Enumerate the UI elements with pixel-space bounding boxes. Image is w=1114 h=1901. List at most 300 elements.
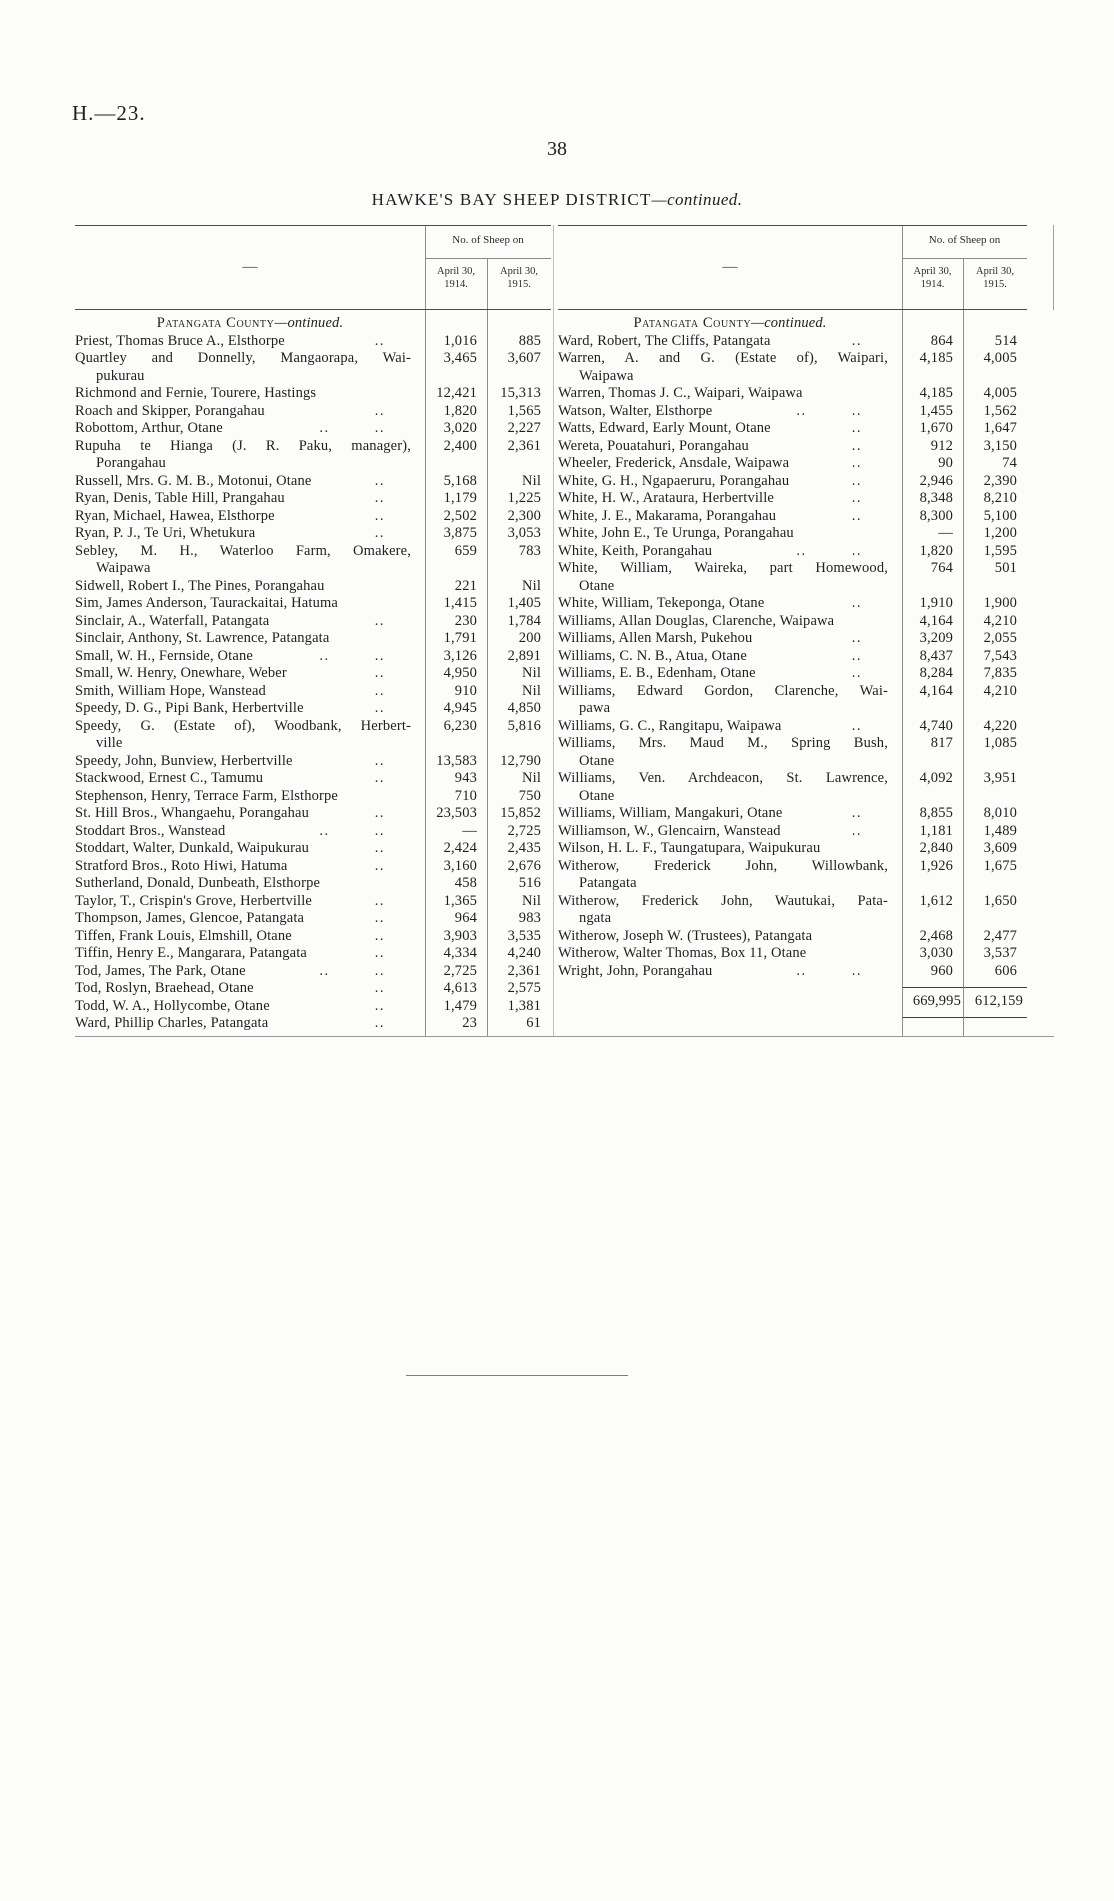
owner-name: White, Keith, Porangahau bbox=[558, 542, 713, 559]
count-1914: — bbox=[938, 525, 953, 541]
count-1914: 4,613 bbox=[443, 980, 477, 996]
table-row bbox=[75, 438, 551, 473]
count-1914: 1,365 bbox=[443, 892, 477, 909]
table-row bbox=[75, 473, 551, 491]
owner-name-line bbox=[75, 823, 411, 841]
count-1914: 764 bbox=[930, 560, 953, 576]
table-row bbox=[75, 928, 551, 946]
count-1915: 516 bbox=[518, 875, 541, 891]
count-1915: 1,085 bbox=[983, 735, 1017, 751]
owner-name-cell bbox=[75, 980, 425, 998]
count-1914: 4,092 bbox=[919, 770, 953, 786]
col-header-1915-line1: April 30, bbox=[500, 266, 538, 277]
owner-name: Ryan, Denis, Table Hill, Prangahau bbox=[75, 490, 285, 506]
count-1915: Nil bbox=[522, 472, 541, 489]
table-row bbox=[75, 910, 551, 928]
owner-name: Williams, Allen Marsh, Pukehou bbox=[558, 630, 753, 646]
owner-name-line bbox=[558, 490, 888, 508]
owner-name-cell bbox=[558, 543, 902, 561]
owner-name-cell bbox=[75, 595, 425, 613]
count-1915: 1,405 bbox=[507, 595, 541, 611]
owner-name-line bbox=[75, 333, 411, 351]
leader-dots: .. bbox=[851, 472, 862, 489]
owner-name-cell bbox=[558, 630, 902, 648]
owner-name-cell bbox=[75, 840, 425, 858]
owner-name-cell bbox=[75, 998, 425, 1016]
count-1914: 2,502 bbox=[443, 507, 477, 524]
page-title-main: HAWKE'S BAY SHEEP DISTRICT bbox=[371, 190, 652, 209]
owner-name: Williams, E. B., Edenham, Otane bbox=[558, 665, 756, 681]
owner-name-continuation: Otane bbox=[579, 752, 615, 769]
count-1914: 4,334 bbox=[443, 945, 477, 961]
owner-name-line bbox=[558, 508, 888, 526]
count-1915: Nil bbox=[522, 577, 541, 594]
leader-dots: .. bbox=[851, 507, 862, 524]
count-1914: 13,583 bbox=[436, 752, 477, 769]
column-divider bbox=[963, 259, 964, 1037]
owner-name-line bbox=[558, 385, 888, 403]
count-1915: 1,595 bbox=[983, 542, 1017, 559]
owner-name: Todd, W. A., Hollycombe, Otane bbox=[75, 997, 270, 1014]
count-1914: 1,479 bbox=[443, 997, 477, 1014]
count-1915: Nil bbox=[522, 770, 541, 786]
count-1915: 2,361 bbox=[507, 437, 541, 454]
owner-name-cell bbox=[558, 385, 902, 403]
count-1914: 4,185 bbox=[919, 350, 953, 366]
owner-name-cell bbox=[75, 928, 425, 946]
owner-name-cell bbox=[75, 350, 425, 385]
owner-name: Wilson, H. L. F., Taungatupara, Waipukurau bbox=[558, 840, 821, 856]
owner-name-cell bbox=[75, 473, 425, 491]
count-1915: Nil bbox=[522, 892, 541, 909]
owner-name-line bbox=[75, 998, 411, 1016]
owner-name-line bbox=[75, 770, 411, 788]
owner-name-cell bbox=[75, 648, 425, 666]
owner-name: Williams, William, Mangakuri, Otane bbox=[558, 805, 783, 821]
count-1914: 458 bbox=[454, 875, 477, 891]
owner-name-continuation: Porangahau bbox=[96, 455, 166, 471]
owner-name-cell bbox=[558, 858, 902, 893]
owner-name-cell bbox=[75, 893, 425, 911]
table-row bbox=[558, 385, 1027, 403]
owner-name-cell bbox=[75, 700, 425, 718]
count-1914: 8,855 bbox=[919, 805, 953, 821]
count-1915: 3,053 bbox=[507, 525, 541, 541]
owner-name-line bbox=[75, 595, 411, 613]
table-row bbox=[75, 385, 551, 403]
owner-name-line bbox=[558, 963, 888, 981]
table-row bbox=[558, 350, 1027, 385]
owner-name: Stackwood, Ernest C., Tamumu bbox=[75, 770, 264, 786]
leader-dots: .. bbox=[374, 402, 385, 419]
owner-name: Small, W. H., Fernside, Otane bbox=[75, 647, 253, 664]
sheep-table-right bbox=[558, 225, 1027, 1018]
owner-name: Wheeler, Frederick, Ansdale, Waipawa bbox=[558, 455, 790, 471]
table-row bbox=[558, 595, 1027, 613]
owner-name-cell bbox=[558, 963, 902, 981]
count-1914: 1,820 bbox=[919, 542, 953, 559]
count-1915: 4,850 bbox=[507, 700, 541, 716]
owner-name-cell bbox=[558, 648, 902, 666]
table-row bbox=[75, 998, 551, 1016]
owner-name-line bbox=[75, 508, 411, 526]
owner-name: Stephenson, Henry, Terrace Farm, Elsthorpe bbox=[75, 787, 338, 804]
table-row bbox=[75, 333, 551, 351]
owner-name-line bbox=[558, 333, 888, 351]
table-row bbox=[558, 770, 1027, 805]
sheep-on-label: No. of Sheep on bbox=[425, 226, 551, 259]
owner-name-cell bbox=[75, 683, 425, 701]
leader-dots: .. bbox=[374, 472, 385, 489]
table-row bbox=[75, 700, 551, 718]
count-1915: 3,951 bbox=[983, 770, 1017, 786]
count-1915: 2,676 bbox=[507, 857, 541, 874]
owner-name-cell bbox=[558, 665, 902, 683]
table-right-edge-rule bbox=[1053, 225, 1054, 310]
count-1915: 5,100 bbox=[983, 507, 1017, 524]
owner-name-cell bbox=[558, 770, 902, 805]
leader-dots: .. bbox=[374, 770, 385, 786]
leader-dots: .. bbox=[374, 752, 385, 769]
leader-dots: .. bbox=[374, 857, 385, 874]
owner-name-cell bbox=[75, 613, 425, 631]
count-1914: 5,168 bbox=[443, 472, 477, 489]
owner-name-line bbox=[75, 893, 411, 911]
owner-name-line bbox=[75, 630, 411, 648]
sheep-count-header bbox=[425, 226, 551, 309]
table-row bbox=[75, 525, 551, 543]
owner-name-cell bbox=[558, 473, 902, 491]
count-1915: 8,210 bbox=[983, 490, 1017, 506]
count-1915: 2,477 bbox=[983, 927, 1017, 944]
count-1915: 15,313 bbox=[500, 385, 541, 401]
count-1915: 3,607 bbox=[507, 350, 541, 366]
owner-name: Warren, Thomas J. C., Waipari, Waipawa bbox=[558, 385, 803, 401]
owner-name-continuation: pawa bbox=[579, 700, 611, 716]
owner-name-line bbox=[75, 875, 411, 893]
owner-name-cell bbox=[558, 823, 902, 841]
owner-name: Witherow, Frederick John, Wautukai, Pata- bbox=[558, 892, 888, 909]
count-1914: 4,740 bbox=[919, 717, 953, 734]
owner-name-line bbox=[75, 928, 411, 946]
col-header-1915-line2: 1915. bbox=[507, 278, 531, 290]
col-header-1915 bbox=[963, 259, 1027, 291]
county-continued-suffix: —ontinued. bbox=[274, 315, 344, 331]
owner-name-cell bbox=[558, 333, 902, 351]
owner-name: Wright, John, Porangahau bbox=[558, 962, 713, 979]
leader-dots: .. bbox=[374, 490, 385, 506]
section-divider-rule bbox=[406, 1375, 628, 1376]
table-row bbox=[558, 683, 1027, 718]
owner-name-line bbox=[558, 455, 888, 473]
owner-name: Tod, Roslyn, Braehead, Otane bbox=[75, 980, 254, 996]
owner-name-cell bbox=[75, 945, 425, 963]
owner-name: White, G. H., Ngapaeruru, Porangahau bbox=[558, 472, 790, 489]
owner-name: Speedy, G. (Estate of), Woodbank, Herbert- bbox=[75, 717, 411, 734]
owner-name: Speedy, John, Bunview, Herbertville bbox=[75, 752, 293, 769]
page-title bbox=[0, 190, 1114, 210]
owner-name-cell bbox=[558, 438, 902, 456]
count-1915: 2,435 bbox=[507, 840, 541, 856]
count-1915: 501 bbox=[994, 560, 1017, 576]
count-1915: 74 bbox=[1002, 455, 1017, 471]
owner-name-cell bbox=[558, 508, 902, 526]
count-1915: 2,361 bbox=[507, 962, 541, 979]
owner-name: Small, W. Henry, Onewhare, Weber bbox=[75, 665, 287, 681]
count-1914: 8,348 bbox=[919, 490, 953, 506]
owner-name-line bbox=[558, 595, 888, 613]
leader-dots: .. .. bbox=[319, 822, 385, 839]
owner-name-cell bbox=[558, 595, 902, 613]
count-1915: Nil bbox=[522, 682, 541, 699]
count-1914: 1,910 bbox=[919, 595, 953, 611]
owner-name: Quartley and Donnelly, Mangaorapa, Wai- bbox=[75, 350, 411, 366]
count-1915: 15,852 bbox=[500, 805, 541, 821]
owner-name-cell bbox=[558, 403, 902, 421]
owner-name: Stoddart Bros., Wanstead bbox=[75, 822, 226, 839]
table-row bbox=[75, 770, 551, 788]
owner-name: Speedy, D. G., Pipi Bank, Herbertville bbox=[75, 700, 304, 716]
count-1914: 1,670 bbox=[919, 420, 953, 436]
owner-name-cell bbox=[558, 805, 902, 823]
count-1914: 6,230 bbox=[443, 717, 477, 734]
count-1915: 514 bbox=[994, 332, 1017, 349]
leader-dots: .. bbox=[374, 945, 385, 961]
count-1914: 23 bbox=[462, 1015, 477, 1031]
count-1915: 1,225 bbox=[507, 490, 541, 506]
col-header-1915 bbox=[487, 259, 551, 291]
count-1915: 983 bbox=[518, 910, 541, 926]
owner-name: Smith, William Hope, Wanstead bbox=[75, 682, 266, 699]
owner-name-cell bbox=[75, 770, 425, 788]
count-1914: 3,209 bbox=[919, 630, 953, 646]
table-row bbox=[558, 805, 1027, 823]
table-row bbox=[558, 420, 1027, 438]
count-1915: 3,535 bbox=[507, 927, 541, 944]
table-row bbox=[75, 823, 551, 841]
owner-name-line bbox=[75, 753, 411, 771]
table-row bbox=[558, 893, 1027, 928]
owner-name-continuation: Otane bbox=[579, 787, 615, 804]
owner-name-line bbox=[75, 490, 411, 508]
count-1915: 1,647 bbox=[983, 420, 1017, 436]
owner-name-continuation: Waipawa bbox=[579, 367, 634, 384]
leader-dots: .. bbox=[374, 700, 385, 716]
owner-name-continuation: Otane bbox=[579, 577, 615, 594]
owner-name-cell bbox=[558, 893, 902, 928]
table-row bbox=[75, 613, 551, 631]
count-1915: 4,220 bbox=[983, 717, 1017, 734]
owner-name-cell bbox=[75, 333, 425, 351]
owner-name-cell bbox=[75, 823, 425, 841]
owner-name: Ward, Phillip Charles, Patangata bbox=[75, 1015, 269, 1031]
count-1914: 3,030 bbox=[919, 945, 953, 961]
table-row bbox=[558, 455, 1027, 473]
table-row bbox=[75, 1015, 551, 1033]
document-reference: H.—23. bbox=[72, 101, 146, 125]
count-1914: 2,468 bbox=[919, 927, 953, 944]
count-1915: 7,835 bbox=[983, 665, 1017, 681]
owner-name: Russell, Mrs. G. M. B., Motonui, Otane bbox=[75, 472, 312, 489]
count-1915: 8,010 bbox=[983, 805, 1017, 821]
leader-dots: .. bbox=[851, 595, 862, 611]
col-header-1914-line1: April 30, bbox=[437, 266, 475, 277]
col-header-1914 bbox=[902, 259, 963, 291]
owner-name: Sim, James Anderson, Taurackaitai, Hatuma bbox=[75, 595, 338, 611]
leader-dots: .. bbox=[374, 805, 385, 821]
owner-name-line bbox=[75, 683, 411, 701]
owner-name-cell bbox=[75, 508, 425, 526]
owner-name-line bbox=[75, 473, 411, 491]
count-1914: 1,820 bbox=[443, 402, 477, 419]
table-row bbox=[75, 683, 551, 701]
table-row bbox=[558, 543, 1027, 561]
owner-name: Stratford Bros., Roto Hiwi, Hatuma bbox=[75, 857, 288, 874]
owner-name: Richmond and Fernie, Tourere, Hastings bbox=[75, 385, 317, 401]
county-name: Patangata County bbox=[156, 315, 275, 331]
owner-name: Sutherland, Donald, Dunbeath, Elsthorpe bbox=[75, 875, 321, 891]
table-body bbox=[75, 310, 551, 1033]
col-header-1914-line2: 1914. bbox=[444, 278, 468, 290]
table-row bbox=[75, 420, 551, 438]
county-continued-suffix: —continued. bbox=[751, 315, 827, 331]
table-body bbox=[558, 310, 1027, 1018]
count-1914: — bbox=[462, 822, 477, 839]
table-bottom-rule bbox=[75, 1036, 1054, 1037]
count-1915: 2,055 bbox=[983, 630, 1017, 646]
table-row bbox=[75, 980, 551, 998]
count-1914: 817 bbox=[930, 735, 953, 751]
owner-name: Williams, Mrs. Maud M., Spring Bush, bbox=[558, 735, 888, 751]
col-header-1915-line2: 1915. bbox=[983, 278, 1007, 290]
owner-name: Thompson, James, Glencoe, Patangata bbox=[75, 910, 305, 926]
leader-dots: .. bbox=[851, 665, 862, 681]
leader-dots: .. .. bbox=[796, 402, 862, 419]
count-1914: 1,016 bbox=[443, 332, 477, 349]
owner-name-cell bbox=[75, 665, 425, 683]
owner-name-cell bbox=[558, 420, 902, 438]
owner-name-line bbox=[75, 613, 411, 631]
table-row bbox=[75, 350, 551, 385]
table-row bbox=[558, 718, 1027, 736]
name-column-header: — bbox=[722, 259, 738, 275]
count-1914: 4,945 bbox=[443, 700, 477, 716]
table-row bbox=[75, 490, 551, 508]
leader-dots: .. bbox=[851, 455, 862, 471]
owner-name-cell bbox=[75, 385, 425, 403]
leader-dots: .. bbox=[374, 910, 385, 926]
owner-name: Williams, C. N. B., Atua, Otane bbox=[558, 647, 747, 664]
count-1914: 221 bbox=[454, 577, 477, 594]
owner-name-line bbox=[75, 788, 411, 806]
owner-name: Williams, Ven. Archdeacon, St. Lawrence, bbox=[558, 770, 888, 786]
count-1914: 1,415 bbox=[443, 595, 477, 611]
sheep-on-label: No. of Sheep on bbox=[902, 226, 1027, 259]
table-row bbox=[558, 613, 1027, 631]
owner-name-cell bbox=[75, 403, 425, 421]
owner-name-line bbox=[558, 543, 888, 561]
owner-name-continuation: Patangata bbox=[579, 875, 637, 891]
owner-name: Sebley, M. H., Waterloo Farm, Omakere, bbox=[75, 542, 411, 559]
owner-name-line bbox=[75, 963, 411, 981]
count-1915: 5,816 bbox=[507, 717, 541, 734]
owner-name-cell bbox=[558, 455, 902, 473]
table-row bbox=[75, 665, 551, 683]
count-1915: Nil bbox=[522, 665, 541, 681]
owner-name: Sidwell, Robert I., The Pines, Porangahau bbox=[75, 577, 325, 594]
owner-name-cell bbox=[75, 420, 425, 438]
date-column-headers bbox=[902, 259, 1027, 291]
owner-name-cell bbox=[75, 718, 425, 753]
owner-name: Robottom, Arthur, Otane bbox=[75, 420, 223, 436]
owner-name-cell bbox=[558, 840, 902, 858]
count-1915: 2,390 bbox=[983, 472, 1017, 489]
leader-dots: .. bbox=[374, 927, 385, 944]
owner-name-cell bbox=[75, 1015, 425, 1033]
owner-name-cell bbox=[558, 928, 902, 946]
table-row bbox=[558, 508, 1027, 526]
owner-name-line bbox=[75, 980, 411, 998]
totals-spacer bbox=[558, 987, 902, 1018]
count-1915: 200 bbox=[518, 630, 541, 646]
count-1914: 90 bbox=[938, 455, 953, 471]
owner-name: Williams, Allan Douglas, Clarenche, Waipawa bbox=[558, 612, 835, 629]
owner-name-line bbox=[75, 578, 411, 596]
leader-dots: .. bbox=[851, 822, 862, 839]
leader-dots: .. bbox=[851, 490, 862, 506]
count-1914: 912 bbox=[930, 437, 953, 454]
owner-name-line bbox=[558, 665, 888, 683]
count-1914: 3,126 bbox=[443, 647, 477, 664]
count-1914: 3,160 bbox=[443, 857, 477, 874]
owner-name-line bbox=[558, 648, 888, 666]
owner-name-cell bbox=[558, 525, 902, 543]
count-1915: 1,784 bbox=[507, 612, 541, 629]
owner-name-line bbox=[558, 630, 888, 648]
table-row bbox=[558, 735, 1027, 770]
owner-name-cell bbox=[75, 858, 425, 876]
table-row bbox=[558, 333, 1027, 351]
count-1914: 2,840 bbox=[919, 840, 953, 856]
totals-row bbox=[558, 987, 1027, 1018]
owner-name-cell bbox=[75, 630, 425, 648]
table-row bbox=[558, 473, 1027, 491]
table-row bbox=[75, 595, 551, 613]
owner-name-cell bbox=[75, 910, 425, 928]
count-1914: 3,020 bbox=[443, 420, 477, 436]
leader-dots: .. .. bbox=[319, 420, 385, 436]
table-row bbox=[558, 823, 1027, 841]
table-row bbox=[75, 403, 551, 421]
owner-name-line bbox=[558, 718, 888, 736]
owner-name-line bbox=[558, 945, 888, 963]
col-header-1914-line1: April 30, bbox=[913, 266, 952, 277]
owner-name-line bbox=[558, 805, 888, 823]
count-1915: 4,210 bbox=[983, 682, 1017, 699]
owner-name: Wereta, Pouatahuri, Porangahau bbox=[558, 437, 749, 454]
owner-name: Witherow, Frederick John, Willowbank, bbox=[558, 857, 888, 874]
table-row bbox=[558, 490, 1027, 508]
count-1914: 710 bbox=[454, 787, 477, 804]
count-1914: 2,725 bbox=[443, 962, 477, 979]
section-heading bbox=[75, 315, 425, 333]
leader-dots: .. bbox=[851, 332, 862, 349]
table-center-divider bbox=[553, 225, 554, 1036]
count-1915: 4,005 bbox=[983, 350, 1017, 366]
leader-dots: .. bbox=[851, 437, 862, 454]
count-1915: 3,537 bbox=[983, 945, 1017, 961]
table-row bbox=[558, 438, 1027, 456]
